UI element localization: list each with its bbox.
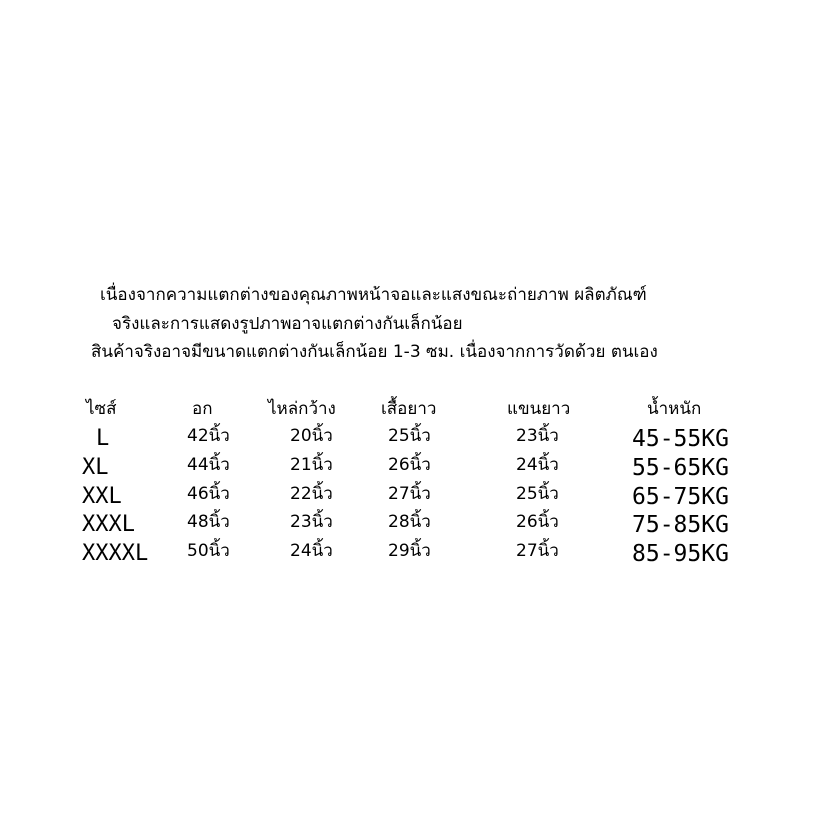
notice-line-3: สินค้าจริงอาจมีขนาดแตกต่างกันเล็กน้อย 1-3 ซม. เนื่องจากการวัดด้วย ตนเอง <box>91 342 658 362</box>
row-xxxxl-weight: 85-95KG <box>632 541 729 567</box>
header-length: เสื้อยาว <box>381 399 437 419</box>
row-xxxxl-chest: 50นิ้ว <box>187 541 230 561</box>
row-xxxl-weight: 75-85KG <box>632 512 729 538</box>
row-xxl-length: 27นิ้ว <box>388 484 431 504</box>
row-xl-length: 26นิ้ว <box>388 455 431 475</box>
row-l-shoulder: 20นิ้ว <box>290 426 333 446</box>
row-xl-size: XL <box>82 455 109 480</box>
row-xxxl-size: XXXL <box>82 512 135 537</box>
row-l-chest: 42นิ้ว <box>187 426 230 446</box>
row-xxxl-length: 28นิ้ว <box>388 512 431 532</box>
header-weight: น้ำหนัก <box>647 399 702 419</box>
row-xl-chest: 44นิ้ว <box>187 455 230 475</box>
row-xxxl-chest: 48นิ้ว <box>187 512 230 532</box>
row-xxl-size: XXL <box>82 484 122 509</box>
notice-line-1: เนื่องจากความแตกต่างของคุณภาพหน้าจอและแสงขณะถ่ายภาพ ผลิตภัณฑ์ <box>100 285 647 305</box>
row-xxl-sleeve: 25นิ้ว <box>516 484 559 504</box>
row-xxxl-sleeve: 26นิ้ว <box>516 512 559 532</box>
header-sleeve: แขนยาว <box>507 399 571 419</box>
row-xxxxl-shoulder: 24นิ้ว <box>290 541 333 561</box>
header-chest: อก <box>192 399 213 419</box>
row-l-size: L <box>96 426 110 451</box>
row-xl-sleeve: 24นิ้ว <box>516 455 559 475</box>
row-xl-shoulder: 21นิ้ว <box>290 455 333 475</box>
row-xxxxl-sleeve: 27นิ้ว <box>516 541 559 561</box>
row-xxxl-shoulder: 23นิ้ว <box>290 512 333 532</box>
header-size: ไซส์ <box>86 399 117 419</box>
row-l-sleeve: 23นิ้ว <box>516 426 559 446</box>
row-xxl-shoulder: 22นิ้ว <box>290 484 333 504</box>
row-xxl-chest: 46นิ้ว <box>187 484 230 504</box>
row-l-length: 25นิ้ว <box>388 426 431 446</box>
row-xxxxl-length: 29นิ้ว <box>388 541 431 561</box>
row-xl-weight: 55-65KG <box>632 455 729 481</box>
notice-line-2: จริงและการแสดงรูปภาพอาจแตกต่างกันเล็กน้อย <box>112 314 463 334</box>
header-shoulder: ไหล่กว้าง <box>268 399 336 419</box>
row-l-weight: 45-55KG <box>632 426 729 452</box>
row-xxl-weight: 65-75KG <box>632 484 729 510</box>
row-xxxxl-size: XXXXL <box>82 541 149 566</box>
